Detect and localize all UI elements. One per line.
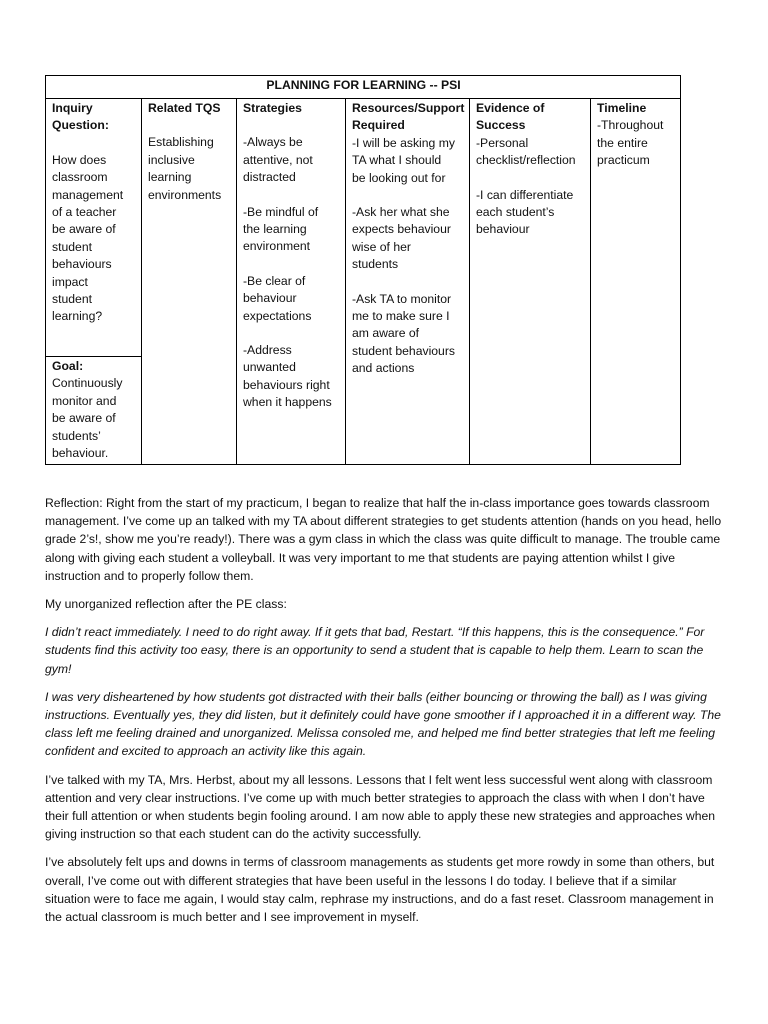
reflection-italic-paragraph: I didn’t react immediately. I need to do right away. If it gets that bad, Restart. “If this happens, this is the consequence.” For students find this activity too easy, there is an opportunity to send a student that is capable to help them. Learn to scan the gym!	[45, 625, 705, 676]
resource-line: TA what I should	[352, 153, 442, 168]
tqs-line: learning	[148, 170, 192, 185]
inquiry-line: management	[52, 187, 124, 202]
resource-line: am aware of	[352, 326, 420, 341]
resources-header-line: Resources/Support	[352, 101, 465, 115]
goal-line: monitor and	[52, 393, 117, 408]
reflection-subheading: My unorganized reflection after the PE class:	[45, 597, 287, 612]
strategy-line: unwanted	[243, 360, 296, 375]
strategies-cell	[237, 99, 346, 465]
goal-line: behaviour.	[52, 446, 109, 461]
strategy-line: behaviours right	[243, 377, 330, 392]
resource-line: -Ask her what she	[352, 205, 450, 220]
goal-line: students’	[52, 428, 101, 443]
strategy-line: -Always be	[243, 135, 303, 150]
evidence-line: each student’s	[476, 205, 555, 220]
reflection-section	[45, 494, 725, 936]
resource-line: and actions	[352, 361, 415, 376]
inquiry-header-line: Inquiry	[52, 101, 93, 115]
timeline-header: Timeline	[597, 101, 647, 115]
tqs-line: Establishing	[148, 135, 214, 150]
reflection-paragraph: I’ve absolutely felt ups and downs in terms of classroom managements as students get more rowdy in some than others, but overall, I’ve come out with different strategies that have been useful in the lessons I do today. I believe that if a similar situation were to face me again, I would stay calm, rephrase my instructions, and do a fast reset. Classroom management in the actual classroom is much better and I see improvement in myself.	[45, 855, 715, 925]
strategy-line: environment	[243, 239, 311, 254]
timeline-cell	[591, 99, 681, 465]
goal-line: Continuously	[52, 376, 123, 391]
inquiry-line: behaviours	[52, 257, 112, 272]
strategy-line: when it happens	[243, 395, 332, 410]
evidence-header-line: Evidence of	[476, 101, 545, 115]
evidence-line: -I can differentiate	[476, 187, 574, 202]
inquiry-line: impact	[52, 274, 88, 289]
evidence-line: -Personal	[476, 135, 529, 150]
goal-cell	[46, 357, 142, 465]
strategy-line: distracted	[243, 170, 296, 185]
resource-line: students	[352, 257, 399, 272]
timeline-line: the entire	[597, 135, 648, 150]
inquiry-line: student	[52, 239, 92, 254]
inquiry-line: learning?	[52, 309, 103, 324]
evidence-cell	[470, 99, 591, 465]
resource-line: -Ask TA to monitor	[352, 291, 452, 306]
strategy-line: -Be mindful of	[243, 204, 319, 219]
strategies-header: Strategies	[243, 101, 302, 115]
strategy-line: attentive, not	[243, 152, 313, 167]
resource-line: -I will be asking my	[352, 135, 455, 150]
related-tqs-cell	[142, 99, 237, 465]
reflection-italic-paragraph: I was very disheartened by how students got distracted with their balls (either bouncing or throwing the ball) as I was giving instructions. Eventually yes, they did listen, but it definitely could have gone smoother if I approached it in a different way. The class left me feeling drained and unorganized. Melissa consoled me, and helped me find better strategies that left me feeling confident and excited to approach an activity like this again.	[45, 689, 721, 759]
inquiry-line: of a teacher	[52, 205, 117, 220]
inquiry-line: How does	[52, 152, 107, 167]
resources-cell	[346, 99, 470, 465]
goal-line: be aware of	[52, 411, 116, 426]
resource-line: expects behaviour	[352, 222, 451, 237]
inquiry-line: classroom	[52, 170, 108, 185]
strategy-line: -Address	[243, 343, 292, 358]
reflection-paragraph: Reflection: Right from the start of my practicum, I began to realize that half the in-class importance goes towards classroom management. I’ve come up an talked with my TA about different strategies to get students attention (hands on you head, hello grade 2’s!, show me you’re ready!). There was a gym class in which the class was quite difficult to manage. The trouble came along with giving each student a volleyball. It was very important to me that students are paying attention whilst I give instruction and to properly follow them.	[45, 496, 722, 583]
tqs-line: inclusive	[148, 152, 195, 167]
tqs-line: environments	[148, 187, 222, 202]
evidence-line: checklist/reflection	[476, 153, 576, 168]
inquiry-header-line: Question:	[52, 118, 109, 133]
resource-line: wise of her	[352, 239, 411, 254]
strategy-line: expectations	[243, 308, 312, 323]
tqs-header: Related TQS	[148, 101, 221, 115]
evidence-line: behaviour	[476, 222, 530, 237]
resource-line: student behaviours	[352, 343, 455, 358]
resources-header-line: Required	[352, 118, 405, 133]
goal-header: Goal:	[52, 359, 84, 373]
strategy-line: -Be clear of	[243, 273, 306, 288]
strategy-line: the learning	[243, 222, 307, 237]
timeline-line: practicum	[597, 153, 650, 168]
resource-line: me to make sure I	[352, 309, 450, 324]
evidence-header-line: Success	[476, 118, 526, 133]
resource-line: be looking out for	[352, 170, 446, 185]
reflection-paragraph: I’ve talked with my TA, Mrs. Herbst, about my all lessons. Lessons that I felt went less successful went along with classroom attention and very clear instructions. I’ve come up with much better strategies to approach the class with when I don’t have their full attention or when students begin fooling around. I am now able to apply these new strategies and approaches when giving instruction so that each student can do the activity successfully.	[45, 772, 716, 842]
table-title: PLANNING FOR LEARNING -- PSI	[46, 76, 681, 99]
inquiry-line: be aware of	[52, 222, 116, 237]
inquiry-line: student	[52, 292, 92, 307]
inquiry-question-cell	[46, 99, 142, 357]
strategy-line: behaviour	[243, 291, 297, 306]
planning-table	[45, 75, 681, 465]
timeline-line: -Throughout	[597, 118, 664, 133]
